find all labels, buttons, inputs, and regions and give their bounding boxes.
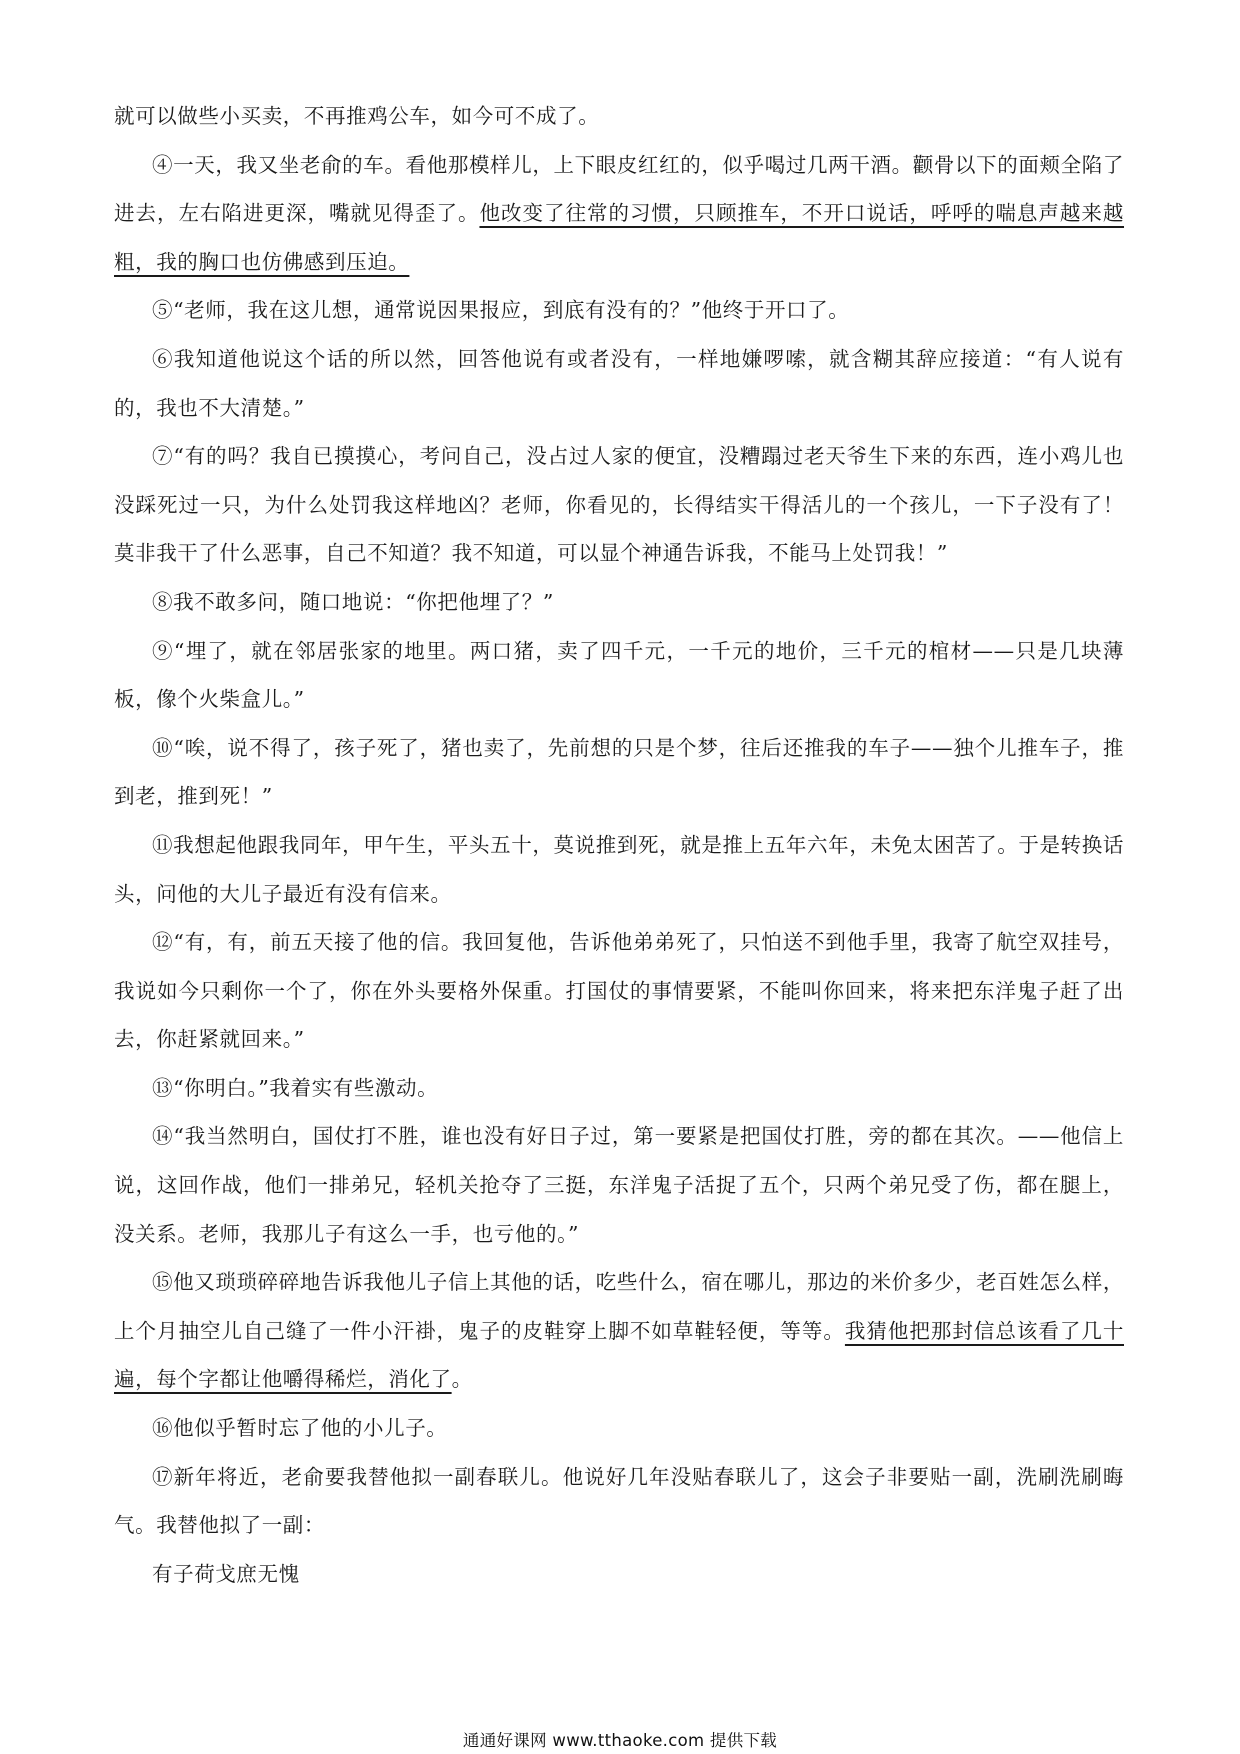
paragraph-17 <box>114 1453 1124 1550</box>
paragraph-text: ⑤“老师，我在这儿想，通常说因果报应，到底有没有的？”他终于开口了。 <box>152 298 850 323</box>
paragraph-4 <box>114 141 1124 287</box>
paragraph-12 <box>114 918 1124 1064</box>
paragraph-16 <box>114 1404 1124 1453</box>
paragraph-text: ⑧我不敢多问，随口地说：“你把他埋了？” <box>152 589 554 614</box>
paragraph-15 <box>114 1258 1124 1404</box>
paragraph-5 <box>114 286 1124 335</box>
paragraph-text: 就可以做些小买卖，不再推鸡公车，如今可不成了。 <box>114 104 600 128</box>
paragraph-text: ⑦“有的吗？我自已摸摸心，考问自己，没占过人家的便宜，没糟蹋过老天爷生下来的东西，连小鸡儿也没踩死过一只，为什么处罚我这样地凶？老师，你看见的，长得结实干得活儿的一个孩儿，一下子没有了！莫非我干了什么恶事，自己不知道？我不知道，可以显个神通告诉我，不能马上处罚我！” <box>114 444 1124 566</box>
paragraph-6 <box>114 335 1124 432</box>
paragraph-text: ④一天，我又坐老俞的车。看他那模样儿，上下眼皮红红的，似乎喝过几两干酒。颧骨以下的面颊全陷了进去，左右陷进更深，嘴就见得歪了。 <box>114 152 1124 226</box>
underlined-sentence: 我猜他把那封信总该看了几十遍，每个字都让他嚼得稀烂，消化了 <box>114 1318 1124 1392</box>
paragraph-tail: 。 <box>451 1367 473 1392</box>
paragraph-14 <box>114 1112 1124 1258</box>
article-body <box>114 92 1124 1598</box>
paragraph-7 <box>114 432 1124 578</box>
paragraph-13 <box>114 1064 1124 1113</box>
paragraph-text: ⑫“有，有，前五天接了他的信。我回复他，告诉他弟弟死了，只怕送不到他手里，我寄了航空双挂号，我说如今只剩你一个了，你在外头要格外保重。打国仗的事情要紧，不能叫你回来，将来把东洋鬼子赶了出去，你赶紧就回来。” <box>114 930 1124 1052</box>
paragraph-text: ⑩“唉，说不得了，孩子死了，猪也卖了，先前想的只是个梦，往后还推我的车子——独个儿推车子，推到老，推到死！” <box>114 735 1124 809</box>
paragraph-11 <box>114 821 1124 918</box>
paragraph-8 <box>114 578 1124 627</box>
paragraph-text: ⑭“我当然明白，国仗打不胜，谁也没有好日子过，第一要紧是把国仗打胜，旁的都在其次。——他信上说，这回作战，他们一排弟兄，轻机关抢夺了三挺，东洋鬼子活捉了五个，只两个弟兄受了伤，都在腿上，没关系。老师，我那儿子有这么一手，也亏他的。” <box>114 1124 1124 1246</box>
paragraph-text: ⑰新年将近，老俞要我替他拟一副春联儿。他说好几年没贴春联儿了，这会子非要贴一副，洗刷洗刷晦气。我替他拟了一副： <box>114 1464 1124 1538</box>
paragraph-text: ⑥我知道他说这个话的所以然，回答他说有或者没有，一样地嫌啰嗦，就含糊其辞应接道：“有人说有的，我也不大清楚。” <box>114 346 1124 420</box>
paragraph-text: ⑮他又琐琐碎碎地告诉我他儿子信上其他的话，吃些什么，宿在哪儿，那边的米价多少，老百姓怎么样，上个月抽空儿自己缝了一件小汗褂，鬼子的皮鞋穿上脚不如草鞋轻便，等等。 <box>114 1270 1124 1343</box>
paragraph-text: ⑬“你明白。”我着实有些激动。 <box>152 1075 439 1100</box>
paragraph-text: ⑪我想起他跟我同年，甲午生，平头五十，莫说推到死，就是推上五年六年，未免太困苦了。于是转换话头，问他的大儿子最近有没有信来。 <box>114 832 1124 906</box>
paragraph-text: ⑨“埋了，就在邻居张家的地里。两口猪，卖了四千元，一千元的地价，三千元的棺材——只是几块薄板，像个火柴盒儿。” <box>114 638 1124 712</box>
couplet-line <box>114 1550 1124 1599</box>
page-footer: 通通好课网 www.tthaoke.com 提供下载 <box>462 1731 778 1750</box>
paragraph-continuation <box>114 92 1124 141</box>
paragraph-10 <box>114 724 1124 821</box>
paragraph-9 <box>114 627 1124 724</box>
paragraph-text: 有子荷戈庶无愧 <box>152 1561 300 1586</box>
paragraph-text: ⑯他似乎暂时忘了他的小儿子。 <box>152 1416 448 1441</box>
underlined-sentence: 他改变了往常的习惯，只顾推车，不开口说话，呼呼的喘息声越来越粗，我的胸口也仿佛感到压迫。 <box>114 201 1125 274</box>
